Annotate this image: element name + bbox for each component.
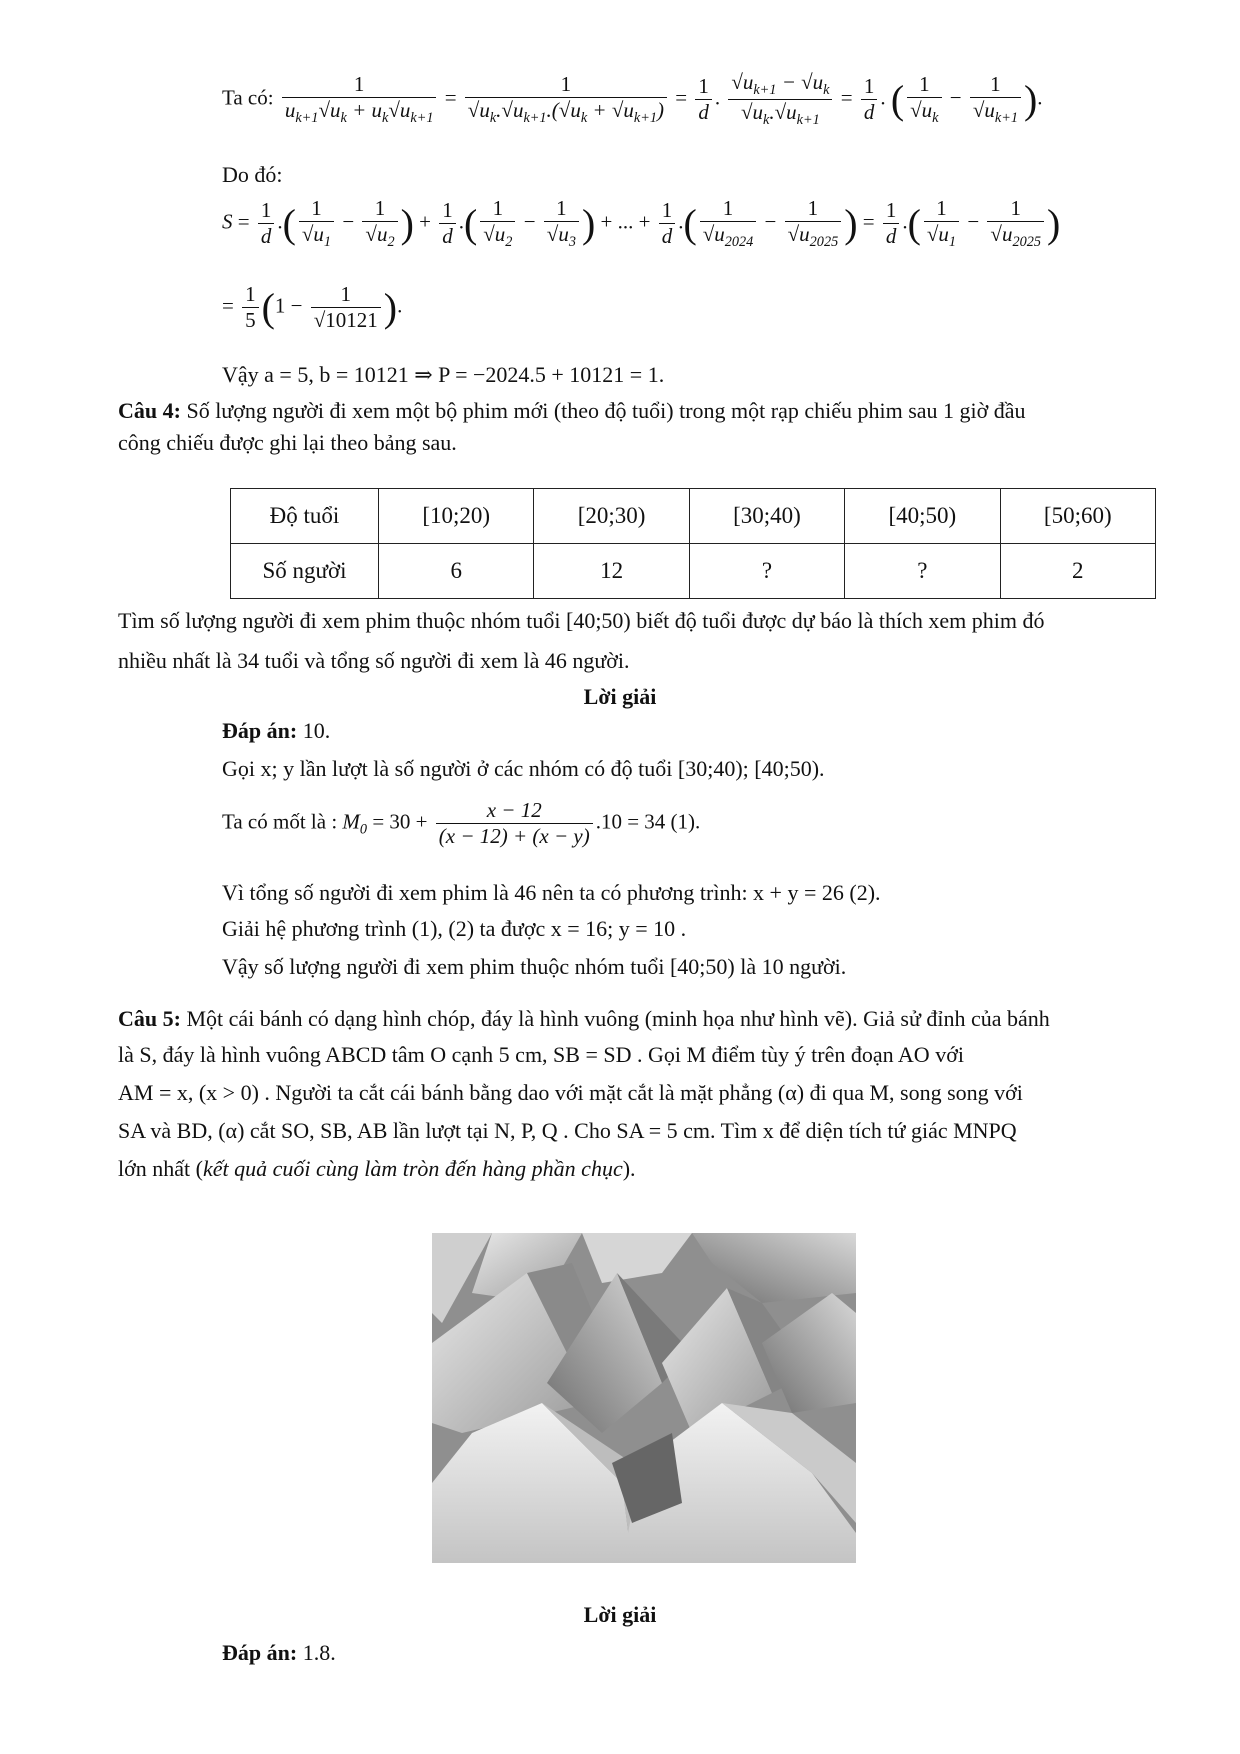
- table-cell: [10;20): [379, 489, 534, 544]
- q5-line5-c: ).: [622, 1156, 636, 1181]
- do-do-label: Do đó:: [222, 162, 283, 187]
- q5-line5-a: lớn nhất (: [118, 1156, 203, 1181]
- q4-line1: [118, 398, 1026, 424]
- ta-co-equation: Ta có: $\frac{1}{u_{k+1}√ u_k + u_k√ u_{k+1}}$ = 1 √ $u_k.√$ $u_{k+1}.(√$ $u_k$ + √ $u_{k+1}$) = $\frac{1}{d}$ . √ $u_{k+1}$ − √ $u_k$ √ $u_k.√$ $u_{k+1}$ = $\frac{1}{d}$ . ( 1 √ $u_k$ − 1 √ $u_{k+1}$ ).: [222, 70, 1043, 129]
- q4-mode-equation: Ta có mốt là : $M_0 = 30$ + $\frac{x - 12}{(x - 12) + (x - y)}$ .10 = 34 (1).: [222, 798, 701, 848]
- q4-after-line1: Tìm số lượng người đi xem phim thuộc nhóm tuổi [40;50) biết độ tuổi được dự báo là thích xem phim đó: [118, 608, 1045, 633]
- q4-sol-line2-prefix: Ta có mốt là :: [222, 809, 338, 834]
- q5-answer: [222, 1640, 336, 1666]
- q4-sol-line4: Giải hệ phương trình (1), (2) ta được x = 16; y = 10 .: [222, 916, 687, 941]
- q5-text-line4: SA và BD, (α) cắt SO, SB, AB lần lượt tại N, P, Q . Cho SA = 5 cm. Tìm x để diện tích tứ giác MNPQ: [118, 1118, 1017, 1143]
- table-row: [231, 544, 1156, 599]
- table-cell: 12: [534, 544, 689, 599]
- table-header-cell: Số người: [231, 544, 379, 599]
- q4-answer: [222, 718, 330, 744]
- vay-conclusion: Vậy a = 5, b = 10121 ⇒ P = −2024.5 + 10121 = 1.: [222, 362, 665, 387]
- q4-text-line2: công chiếu được ghi lại theo bảng sau.: [118, 430, 457, 455]
- age-table: [230, 488, 1156, 599]
- table-cell: 2: [1000, 544, 1155, 599]
- pyramid-cake-illustration: [432, 1233, 856, 1563]
- s-sum-equation: S = $\frac{1}{d}$ .( 1 √ $u_1$ − 1 √ $u_2$ ) + $\frac{1}{d}$ .( 1 √ $u_2$ − 1 √ $u_3$ ) + ... + $\frac{1}{d}$ .( 1 √ $u_{2024}$ − 1 √ $u_{2025}$ ) = $\frac{1}{d}$ .( 1 √ $u_1$ − 1 √ $u_{2025}$ ): [222, 196, 1060, 251]
- q4-sol-line5: Vậy số lượng người đi xem phim thuộc nhóm tuổi [40;50) là 10 người.: [222, 954, 847, 979]
- table-cell: [40;50): [845, 489, 1000, 544]
- q4-text-line1: Số lượng người đi xem một bộ phim mới (theo độ tuổi) trong một rạp chiếu phim sau 1 giờ đầu: [186, 398, 1026, 423]
- q4-sol-line3: Vì tổng số người đi xem phim là 46 nên ta có phương trình: x + y = 26 (2).: [222, 880, 881, 905]
- q5-answer-value: 1.8.: [302, 1640, 336, 1665]
- q4-sol-line1: Gọi x; y lần lượt là số người ở các nhóm có độ tuổi [30;40); [40;50).: [222, 756, 825, 781]
- q5-answer-label: Đáp án:: [222, 1640, 298, 1665]
- result-equation: = $\frac{1}{5}$ (1 − 1 √ 10121 ).: [222, 282, 402, 333]
- q5-text-line1: Một cái bánh có dạng hình chóp, đáy là hình vuông (minh họa như hình vẽ). Giả sử đỉnh của bánh: [186, 1006, 1050, 1031]
- q4-answer-label: Đáp án:: [222, 718, 298, 743]
- table-cell: [20;30): [534, 489, 689, 544]
- q4-answer-value: 10.: [302, 718, 331, 743]
- q5-line5-italic: kết quả cuối cùng làm tròn đến hàng phần chục: [202, 1156, 623, 1181]
- table-cell: 6: [379, 544, 534, 599]
- table-header-cell: Độ tuổi: [231, 489, 379, 544]
- q4-label: Câu 4:: [118, 398, 181, 423]
- table-row: [231, 489, 1156, 544]
- q5-text-line5: [118, 1156, 636, 1182]
- table-cell: [30;40): [689, 489, 844, 544]
- table-cell: [50;60): [1000, 489, 1155, 544]
- q5-text-line2: là S, đáy là hình vuông ABCD tâm O cạnh 5 cm, SB = SD . Gọi M điểm tùy ý trên đoạn AO với: [118, 1042, 964, 1067]
- q5-solution-heading: Lời giải: [583, 1602, 657, 1627]
- q4-after-line2: nhiều nhất là 34 tuổi và tổng số người đi xem là 46 người.: [118, 648, 630, 673]
- q5-line1: [118, 1006, 1050, 1032]
- ta-co-label: Ta có:: [222, 85, 274, 110]
- table-cell: ?: [689, 544, 844, 599]
- q5-text-line3: AM = x, (x > 0) . Người ta cắt cái bánh bằng dao với mặt cắt là mặt phẳng (α) đi qua M, song song với: [118, 1080, 1023, 1105]
- table-cell: ?: [845, 544, 1000, 599]
- q4-solution-heading: Lời giải: [583, 684, 657, 709]
- pyramid-cake-photo: [432, 1233, 856, 1563]
- q5-label: Câu 5:: [118, 1006, 181, 1031]
